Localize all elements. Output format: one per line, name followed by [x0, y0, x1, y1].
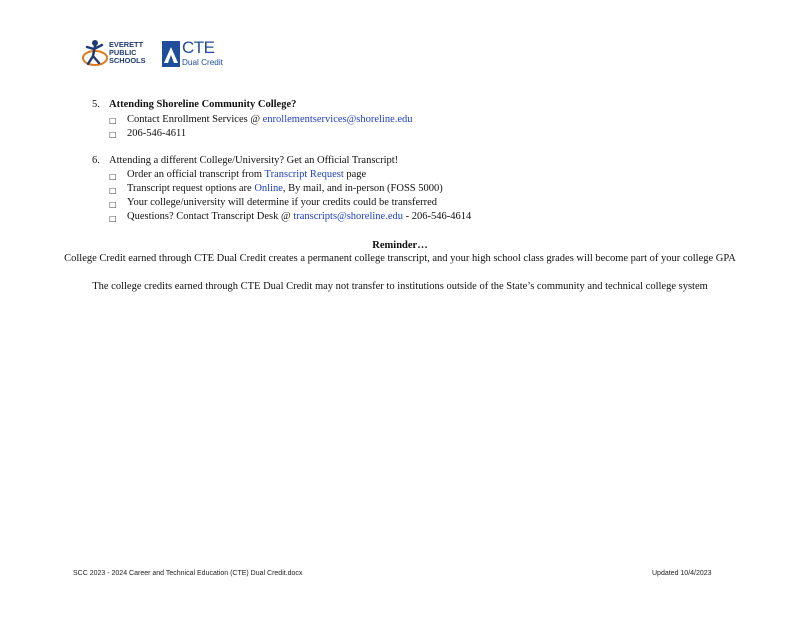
bullet-icon: □: [109, 116, 117, 125]
transcript-options-line: Transcript request options are Online, By mail, and in-person (FOSS 5000): [127, 183, 443, 194]
credits-determine-line: Your college/university will determine if your credits could be transferred: [127, 197, 438, 208]
everett-public-schools-logo: [82, 38, 154, 72]
reminder-line-2: The college credits earned through CTE Dual Credit may not transfer to institutions outside of the State’s community and technical college system: [92, 281, 708, 292]
cte-logo-title: CTE: [182, 38, 215, 57]
online-link[interactable]: Online: [254, 183, 283, 194]
eps-runner-icon: [82, 38, 108, 70]
enrollment-email-link[interactable]: enrollementservices@shoreline.edu: [262, 114, 413, 125]
footer-filename: SCC 2023 - 2024 Career and Technical Education (CTE) Dual Credit.docx: [73, 570, 303, 577]
section-5-number: 5.: [92, 99, 100, 110]
transcript-request-link[interactable]: Transcript Request: [264, 169, 344, 180]
section-5-phone: 206-546-4611: [127, 128, 187, 139]
transcripts-email-link[interactable]: transcripts@shoreline.edu: [293, 211, 403, 222]
reminder-line-1: College Credit earned through CTE Dual Credit creates a permanent college transcript, and your high school class grades will become part of your college GPA: [64, 253, 736, 264]
reminder-title: Reminder…: [372, 240, 428, 251]
order-transcript-line: Order an official transcript from Transcript Request page: [127, 169, 367, 180]
bullet-icon: □: [109, 200, 117, 209]
bullet-icon: □: [109, 130, 117, 139]
section-6-heading: Attending a different College/University? Get an Official Transcript!: [109, 155, 399, 166]
section-5-contact: Contact Enrollment Services @ enrollementservices@shoreline.edu: [127, 114, 413, 125]
section-6-number: 6.: [92, 155, 100, 166]
footer-updated-date: Updated 10/4/2023: [652, 570, 712, 577]
cte-mountain-icon: [162, 41, 180, 67]
bullet-icon: □: [109, 214, 117, 223]
bullet-icon: □: [109, 186, 117, 195]
section-5-heading: Attending Shoreline Community College?: [109, 99, 297, 110]
bullet-icon: □: [109, 172, 117, 181]
questions-line: Questions? Contact Transcript Desk @ transcripts@shoreline.edu - 206-546-4614: [127, 211, 472, 222]
eps-logo-text: EVERETT PUBLIC SCHOOLS: [109, 40, 146, 65]
cte-logo-subtitle: Dual Credit: [182, 58, 223, 67]
